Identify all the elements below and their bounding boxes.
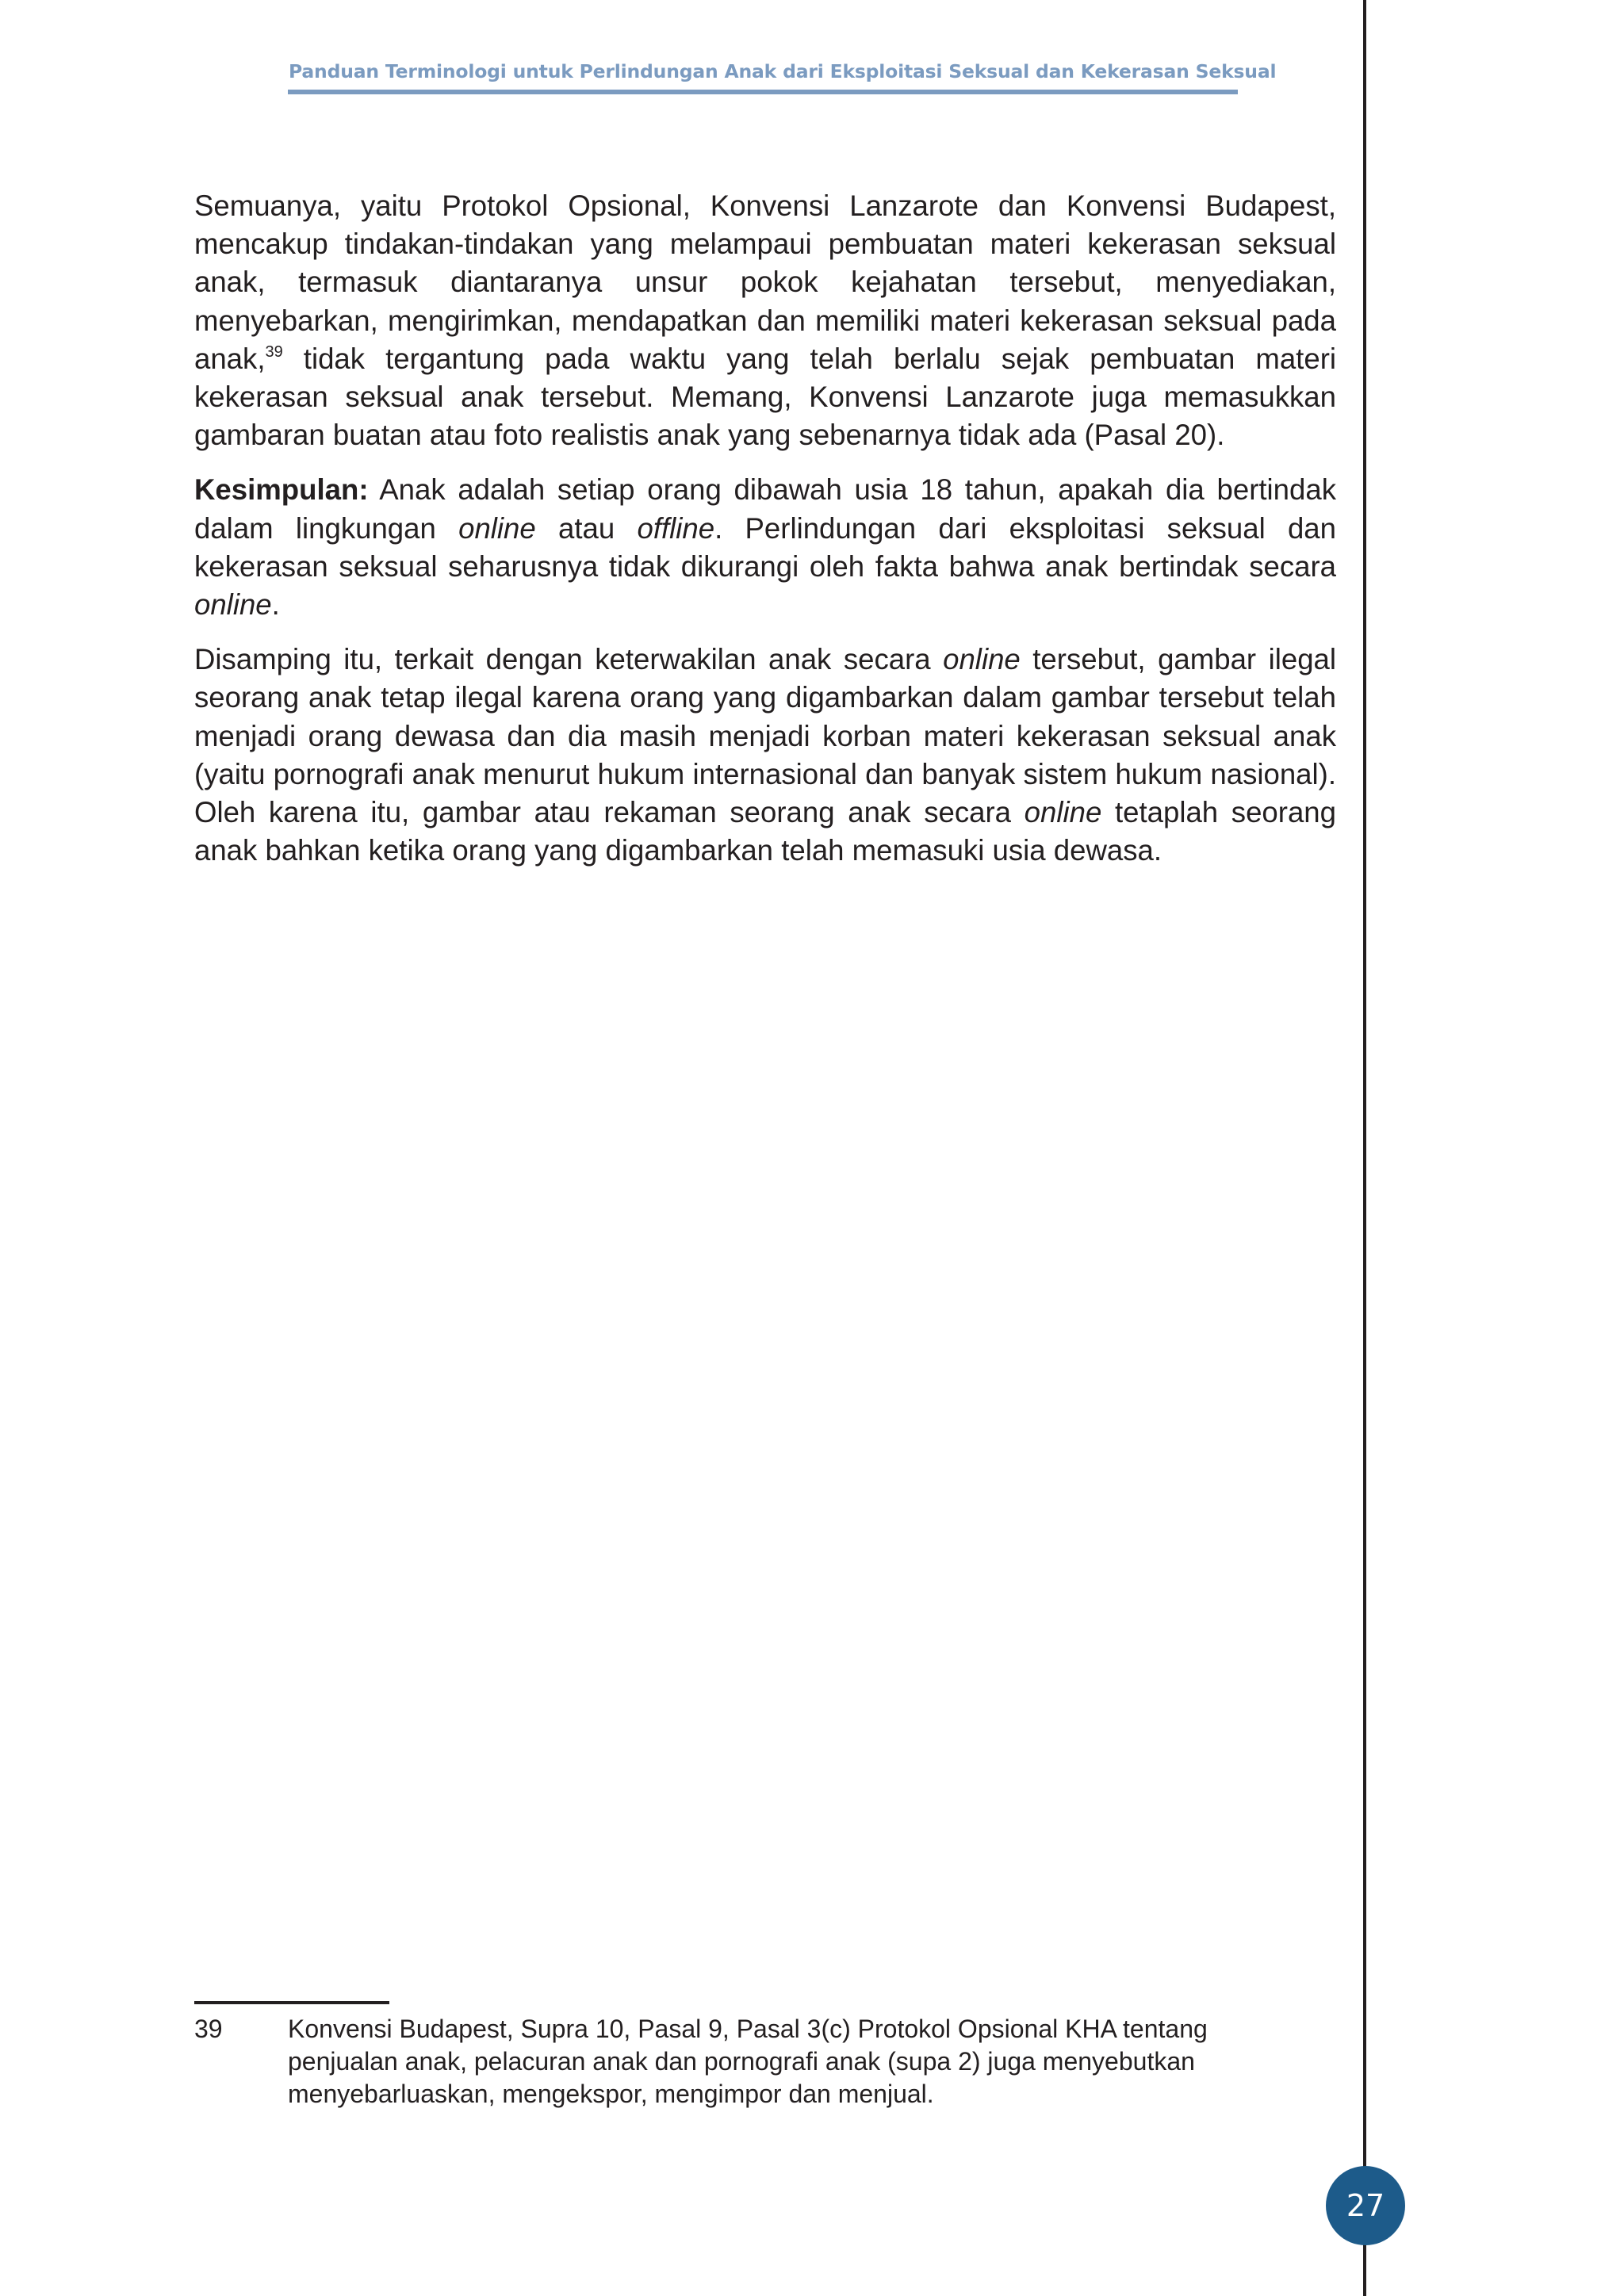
footnote-separator — [194, 2001, 389, 2004]
term-offline: offline — [637, 511, 715, 545]
footnote-number: 39 — [194, 2015, 223, 2043]
paragraph-3-text-c: tetaplah seorang anak bahkan ketika orang yang digambarkan telah memasuki usia dewasa. — [194, 796, 1336, 867]
paragraph-2-text-b: atau — [535, 511, 638, 545]
paragraph-1-text-a: Semuanya, yaitu Protokol Opsional, Konvensi Lanzarote dan Konvensi Budapest, mencakup tindakan-tindakan yang melampaui pembuatan materi kekerasan seksual anak, termasuk diantaranya unsur pokok kejahatan tersebut, menyediakan, menyebarkan, mengirimkan, mendapatkan dan memiliki materi kekerasan seksual pada anak, — [194, 189, 1336, 375]
paragraph-3-text-b: tersebut, gambar ilegal seorang anak tetap ilegal karena orang yang digambarkan dalam gambar tersebut telah menjadi orang dewasa dan dia masih menjadi korban materi kekerasan seksual anak (yaitu pornografi anak menurut hukum internasional dan banyak sistem hukum nasional). Oleh karena itu, gambar atau rekaman seorang anak secara — [194, 643, 1337, 829]
paragraph-1-text-b: tidak tergantung pada waktu yang telah berlalu sejak pembuatan materi kekerasan seksual anak tersebut. Memang, Konvensi Lanzarote juga memasukkan gambaran buatan atau foto realistis anak yang sebenarnya tidak ada (Pasal 20). — [194, 342, 1336, 452]
footnote-text: Konvensi Budapest, Supra 10, Pasal 9, Pasal 3(c) Protokol Opsional KHA tentang penjualan anak, pelacuran anak dan pornografi anak (supa 2) juga menyebutkan menyebarluaskan, mengekspor, mengimpor dan menjual. — [288, 2015, 1208, 2108]
page-edge-line — [1363, 0, 1366, 2296]
footnote-39 — [194, 2013, 1320, 2110]
page-number-badge — [1326, 2166, 1405, 2245]
term-online: online — [1024, 796, 1102, 829]
paragraph-2 — [194, 471, 1336, 624]
paragraph-3-text-a: Disamping itu, terkait dengan keterwakilan anak secara — [194, 643, 944, 676]
paragraph-2-text-d: . — [271, 588, 280, 622]
header-rule — [288, 90, 1238, 94]
footnote-ref-39[interactable]: 39 — [265, 342, 283, 361]
page-number: 27 — [1346, 2188, 1385, 2223]
term-online: online — [458, 511, 536, 545]
paragraph-2-text-c: . Perlindungan dari eksploitasi seksual dan kekerasan seksual seharusnya tidak dikurangi oleh fakta bahwa anak bertindak secara — [194, 511, 1336, 583]
running-header: Panduan Terminologi untuk Perlindungan Anak dari Eksploitasi Seksual dan Kekerasan Seksual — [289, 60, 1277, 82]
paragraph-3 — [194, 641, 1336, 870]
term-online: online — [194, 588, 272, 622]
paragraph-1 — [194, 187, 1336, 454]
conclusion-label: Kesimpulan: — [194, 473, 369, 507]
main-text — [194, 187, 1336, 886]
paragraph-2-text-a: Anak adalah setiap orang dibawah usia 18 tahun, apakah dia bertindak dalam lingkungan — [194, 473, 1336, 545]
term-online: online — [943, 643, 1021, 676]
